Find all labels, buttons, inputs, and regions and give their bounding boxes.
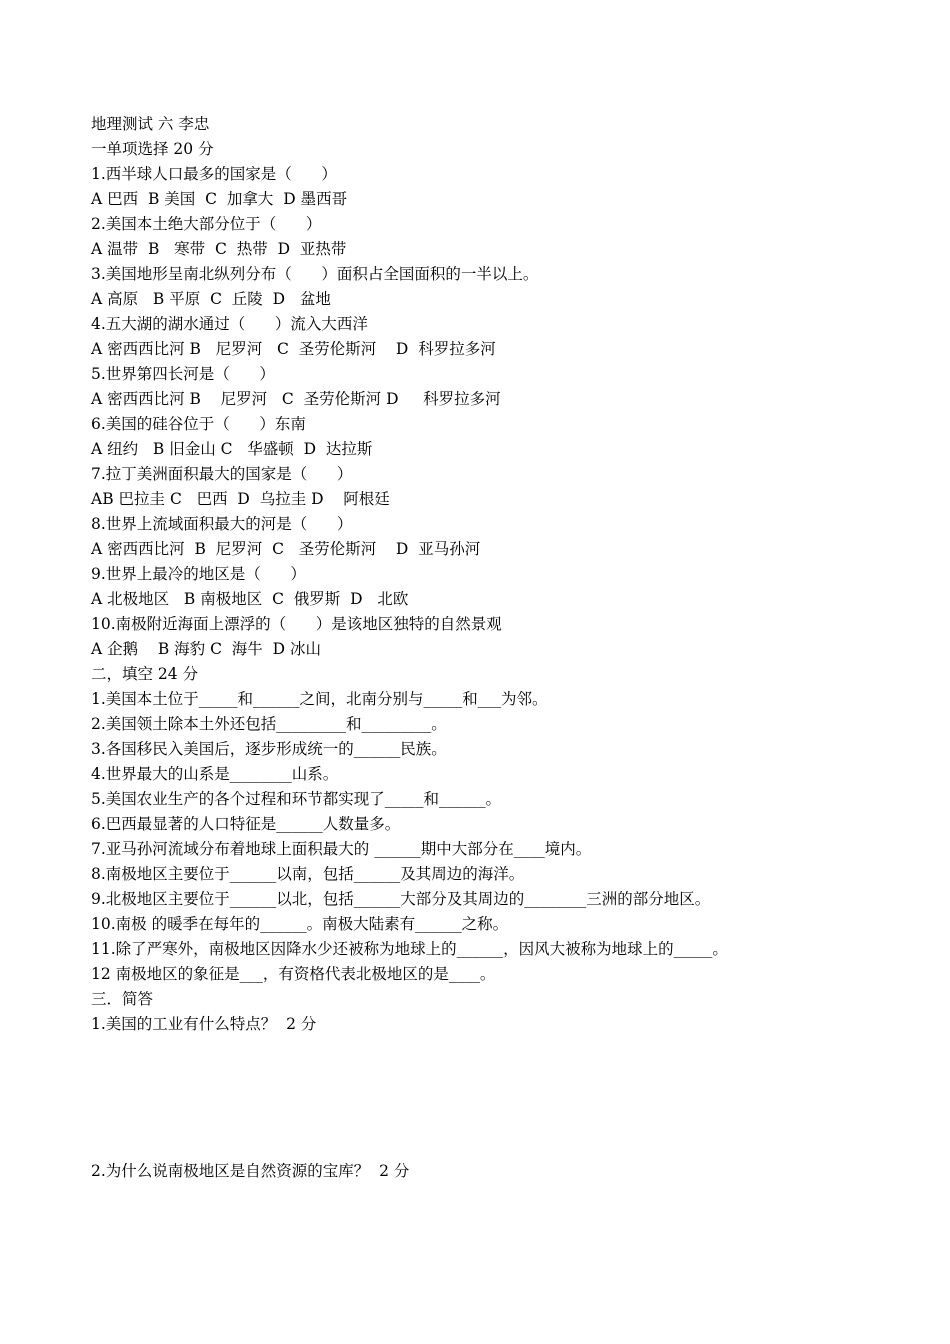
fill-blank-item: 8.南极地区主要位于______以南，包括______及其周边的海洋。 xyxy=(91,865,525,883)
question-options: A 企鹅 B 海豹 C 海牛 D 冰山 xyxy=(91,640,321,658)
short-answer-question: 1.美国的工业有什么特点？ 2 分 xyxy=(91,1015,317,1033)
section-heading-fill-blank: 二，填空 24 分 xyxy=(91,665,199,683)
question-stem: 2.美国本土绝大部分位于（ ） xyxy=(91,215,322,233)
question-options: A 北极地区 B 南极地区 C 俄罗斯 D 北欧 xyxy=(91,590,409,608)
question-stem: 9.世界上最冷的地区是（ ） xyxy=(91,565,306,583)
question-options: AB 巴拉圭 C 巴西 D 乌拉圭 D 阿根廷 xyxy=(91,490,390,508)
answer-space xyxy=(91,1037,891,1159)
question-stem: 1.西半球人口最多的国家是（ ） xyxy=(91,165,337,183)
fill-blank-item: 6.巴西最显著的人口特征是______人数量多。 xyxy=(91,815,401,833)
question-stem: 6.美国的硅谷位于（ ）东南 xyxy=(91,415,306,433)
question-options: A 密西西比河 B 尼罗河 C 圣劳伦斯河 D 科罗拉多河 xyxy=(91,340,496,358)
question-options: A 密西西比河 B 尼罗河 C 圣劳伦斯河 D 科罗拉多河 xyxy=(91,390,501,408)
question-stem: 8.世界上流域面积最大的河是（ ） xyxy=(91,515,353,533)
question-options: A 高原 B 平原 C 丘陵 D 盆地 xyxy=(91,290,331,308)
section-heading-multiple-choice: 一单项选择 20 分 xyxy=(91,140,214,158)
question-options: A 巴西 B 美国 C 加拿大 D 墨西哥 xyxy=(91,190,348,208)
fill-blank-item: 7.亚马孙河流域分布着地球上面积最大的 ______期中大部分在____境内。 xyxy=(91,840,592,858)
fill-blank-item: 11.除了严寒外，南极地区因降水少还被称为地球上的______，因风大被称为地球上的_____。 xyxy=(91,940,728,958)
question-stem: 5.世界第四长河是（ ） xyxy=(91,365,275,383)
fill-blank-item: 1.美国本土位于_____和______之间，北南分别与_____和___为邻。 xyxy=(91,690,548,708)
fill-blank-item: 2.美国领土除本土外还包括_________和_________。 xyxy=(91,715,447,733)
document-title: 地理测试 六 李忠 xyxy=(91,115,210,133)
fill-blank-item: 3.各国移民入美国后，逐步形成统一的______民族。 xyxy=(91,740,447,758)
section-heading-short-answer: 三．简答 xyxy=(91,990,154,1008)
question-options: A 密西西比河 B 尼罗河 C 圣劳伦斯河 D 亚马孙河 xyxy=(91,540,481,558)
question-stem: 4.五大湖的湖水通过（ ）流入大西洋 xyxy=(91,315,368,333)
fill-blank-item: 10.南极 的暖季在每年的______。南极大陆素有______之称。 xyxy=(91,915,509,933)
question-stem: 10.南极附近海面上漂浮的（ ）是该地区独特的自然景观 xyxy=(91,615,502,633)
question-options: A 温带 B 寒带 C 热带 D 亚热带 xyxy=(91,240,347,258)
document-page xyxy=(91,112,891,1184)
question-stem: 7.拉丁美洲面积最大的国家是（ ） xyxy=(91,465,353,483)
fill-blank-item: 5.美国农业生产的各个过程和环节都实现了_____和______。 xyxy=(91,790,502,808)
short-answer-question: 2.为什么说南极地区是自然资源的宝库？ 2 分 xyxy=(91,1162,410,1180)
question-stem: 3.美国地形呈南北纵列分布（ ）面积占全国面积的一半以上。 xyxy=(91,265,539,283)
fill-blank-item: 4.世界最大的山系是________山系。 xyxy=(91,765,339,783)
fill-blank-item: 12 南极地区的象征是___，有资格代表北极地区的是____。 xyxy=(91,965,496,983)
fill-blank-item: 9.北极地区主要位于______以北，包括______大部分及其周边的________三洲的部分地区。 xyxy=(91,890,711,908)
question-options: A 纽约 B 旧金山 C 华盛顿 D 达拉斯 xyxy=(91,440,373,458)
